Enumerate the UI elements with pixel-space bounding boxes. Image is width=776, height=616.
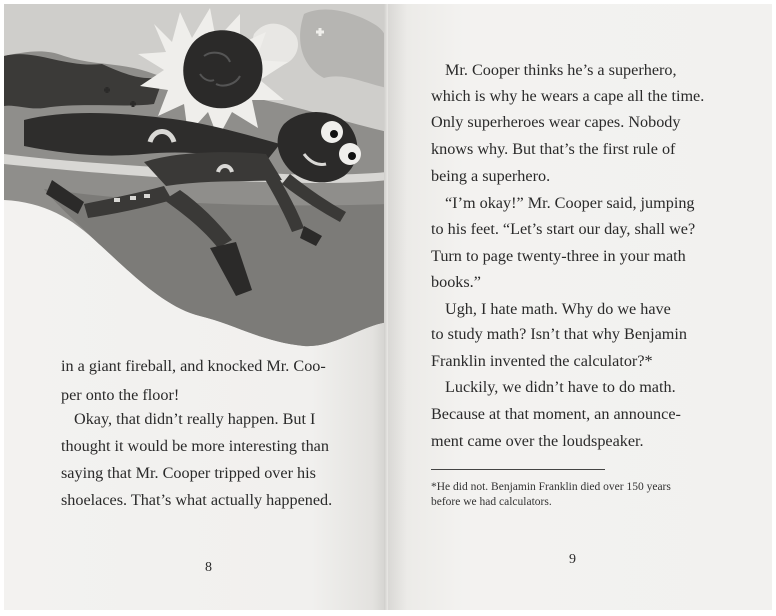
body-text-line: to study math? Isn’t that why Benjamin — [431, 325, 687, 343]
body-text-line: Franklin invented the calculator?* — [431, 352, 653, 370]
body-text-line: being a superhero. — [431, 167, 551, 185]
body-text-line: in a giant fireball, and knocked Mr. Coo- — [61, 357, 326, 375]
body-text-line: per onto the floor! — [61, 386, 180, 404]
body-text-line: Turn to page twenty-three in your math — [431, 247, 686, 265]
body-text-line: thought it would be more interesting than — [61, 437, 329, 455]
page-number-left: 8 — [205, 560, 212, 575]
footnote-text: *He did not. Benjamin Franklin died over 150 years — [431, 481, 671, 493]
body-text-line: saying that Mr. Cooper tripped over his — [61, 464, 316, 482]
body-text-line: Because at that moment, an announce- — [431, 405, 681, 423]
body-text-line: Luckily, we didn’t have to do math. — [445, 378, 676, 396]
right-page — [388, 4, 772, 610]
illustration-superhero-teacher — [4, 4, 388, 349]
body-text-line: Mr. Cooper thinks he’s a superhero, — [445, 61, 677, 79]
body-text-line: Only superheroes wear capes. Nobody — [431, 113, 681, 131]
body-text-line: which is why he wears a cape all the time. — [431, 87, 705, 105]
body-text-line: ment came over the loudspeaker. — [431, 432, 644, 450]
body-text-line: to his feet. “Let’s start our day, shall we? — [431, 220, 696, 238]
body-text-line: knows why. But that’s the first rule of — [431, 140, 676, 158]
body-text-line: Okay, that didn’t really happen. But I — [74, 410, 316, 428]
body-text-line: “I’m okay!” Mr. Cooper said, jumping — [445, 194, 695, 212]
page-number-right: 9 — [569, 552, 576, 567]
left-page — [4, 4, 388, 610]
footnote-text: before we had calculators. — [431, 496, 552, 508]
body-text-line: Ugh, I hate math. Why do we have — [445, 300, 671, 318]
body-text-line: books.” — [431, 273, 481, 291]
book-spread — [4, 4, 772, 610]
body-text-line: shoelaces. That’s what actually happened. — [61, 491, 333, 509]
footnote-divider — [431, 469, 605, 470]
